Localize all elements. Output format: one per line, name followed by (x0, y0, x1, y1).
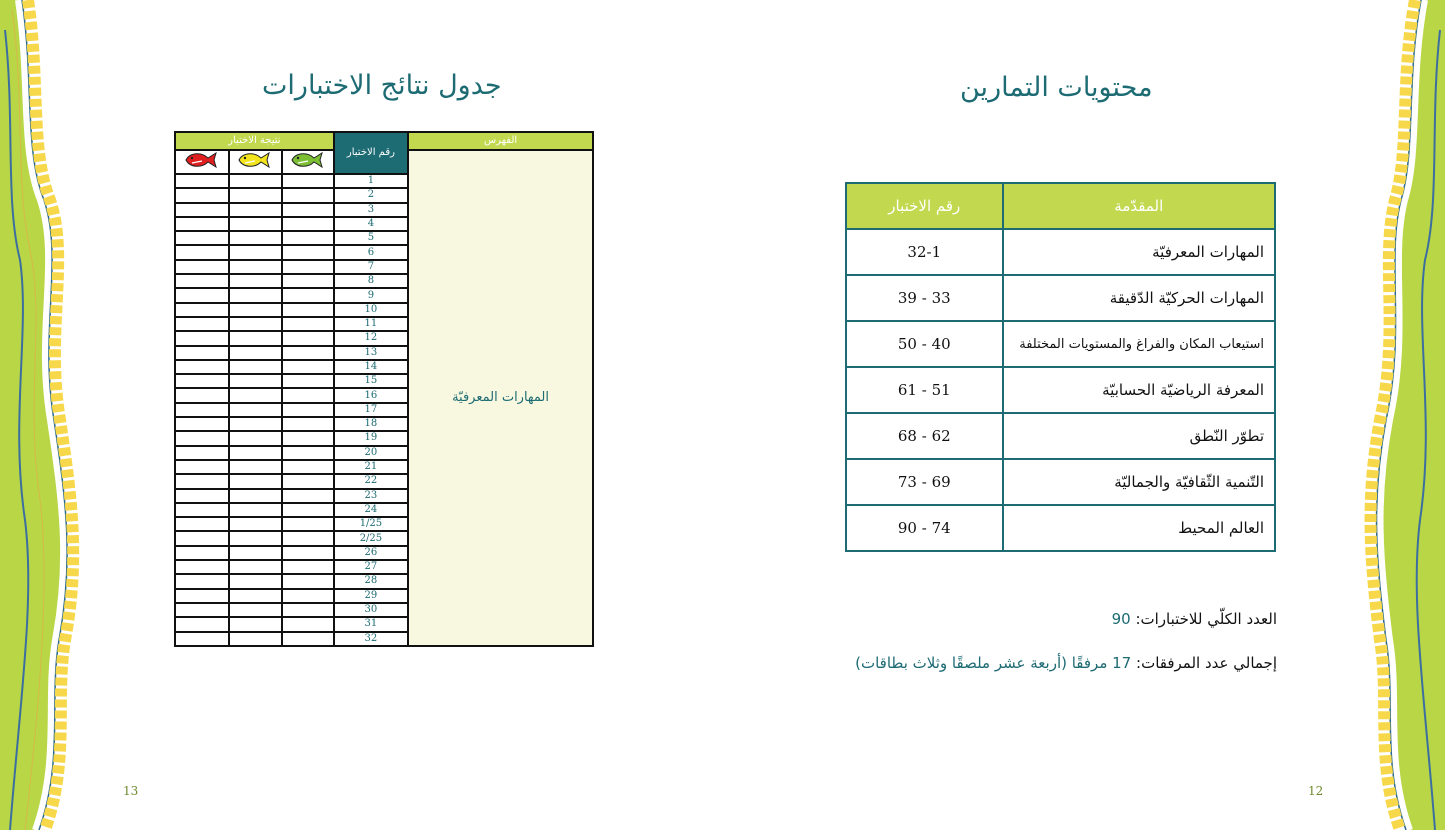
result-cell[interactable] (282, 546, 334, 560)
result-cell[interactable] (175, 489, 229, 503)
result-cell[interactable] (175, 531, 229, 545)
header-test-number: رقم الاختبار (846, 183, 1003, 229)
result-cell[interactable] (229, 474, 281, 488)
result-cell[interactable] (229, 260, 281, 274)
test-range: 50 - 40 (846, 321, 1003, 367)
attachments-line (855, 654, 1277, 672)
result-cell[interactable] (229, 503, 281, 517)
result-cell[interactable] (282, 503, 334, 517)
contents-table (845, 182, 1276, 552)
result-cell[interactable] (175, 346, 229, 360)
result-cell[interactable] (175, 288, 229, 302)
result-cell[interactable] (175, 374, 229, 388)
result-cell[interactable] (175, 217, 229, 231)
section-name: المهارات الحركيّة الدّقيقة (1003, 275, 1275, 321)
result-cell[interactable] (229, 460, 281, 474)
result-cell[interactable] (229, 188, 281, 202)
result-cell[interactable] (229, 546, 281, 560)
result-cell[interactable] (175, 417, 229, 431)
result-cell[interactable] (175, 188, 229, 202)
result-cell[interactable] (229, 331, 281, 345)
header-test-number: رقم الاختبار (334, 132, 408, 174)
result-cell[interactable] (282, 231, 334, 245)
result-column-green (282, 150, 334, 174)
result-cell[interactable] (282, 317, 334, 331)
result-cell[interactable] (175, 431, 229, 445)
test-number-cell: 5 (334, 231, 408, 245)
result-cell[interactable] (175, 560, 229, 574)
result-cell[interactable] (175, 388, 229, 402)
test-number-cell: 16 (334, 388, 408, 402)
test-number-cell: 21 (334, 460, 408, 474)
result-cell[interactable] (229, 288, 281, 302)
result-cell[interactable] (282, 417, 334, 431)
section-name: المهارات المعرفيّة (1003, 229, 1275, 275)
result-cell[interactable] (175, 574, 229, 588)
test-number-cell: 32 (334, 632, 408, 646)
result-cell[interactable] (175, 403, 229, 417)
result-cell[interactable] (229, 489, 281, 503)
result-cell[interactable] (282, 245, 334, 259)
result-column-red (175, 150, 229, 174)
red-fish-icon (184, 151, 220, 169)
result-cell[interactable] (175, 274, 229, 288)
contents-row (846, 413, 1275, 459)
result-cell[interactable] (229, 517, 281, 531)
result-cell[interactable] (175, 503, 229, 517)
result-cell[interactable] (229, 574, 281, 588)
result-cell[interactable] (175, 617, 229, 631)
test-number-cell: 29 (334, 589, 408, 603)
results-table-title: جدول نتائج الاختبارات (262, 70, 502, 101)
result-cell[interactable] (175, 303, 229, 317)
result-cell[interactable] (282, 574, 334, 588)
decorative-wave-border-right (1335, 0, 1445, 830)
result-cell[interactable] (175, 546, 229, 560)
contents-row (846, 229, 1275, 275)
result-cell[interactable] (229, 203, 281, 217)
result-column-yellow (229, 150, 281, 174)
result-cell[interactable] (282, 203, 334, 217)
result-cell[interactable] (229, 617, 281, 631)
test-number-cell: 7 (334, 260, 408, 274)
result-cell[interactable] (282, 603, 334, 617)
result-cell[interactable] (282, 431, 334, 445)
result-cell[interactable] (282, 188, 334, 202)
test-number-cell: 13 (334, 346, 408, 360)
result-cell[interactable] (282, 288, 334, 302)
test-number-cell: 3 (334, 203, 408, 217)
result-cell[interactable] (229, 632, 281, 646)
result-cell[interactable] (282, 260, 334, 274)
result-cell[interactable] (175, 331, 229, 345)
index-cell (408, 150, 593, 646)
section-name: تطوّر النّطق (1003, 413, 1275, 459)
page-number-left: 13 (123, 784, 139, 798)
test-range: 61 - 51 (846, 367, 1003, 413)
test-number-cell: 1/25 (334, 517, 408, 531)
test-number-cell: 9 (334, 288, 408, 302)
test-number-cell: 8 (334, 274, 408, 288)
test-number-cell: 1 (334, 174, 408, 188)
result-cell[interactable] (229, 388, 281, 402)
result-cell[interactable] (175, 360, 229, 374)
result-cell[interactable] (282, 403, 334, 417)
result-cell[interactable] (282, 460, 334, 474)
result-cell[interactable] (282, 446, 334, 460)
result-cell[interactable] (229, 374, 281, 388)
result-cell[interactable] (282, 474, 334, 488)
test-number-cell: 30 (334, 603, 408, 617)
result-cell[interactable] (282, 517, 334, 531)
header-test-result: نتيجة الاختبار (175, 132, 334, 150)
result-cell[interactable] (175, 317, 229, 331)
test-number-cell: 28 (334, 574, 408, 588)
test-number-cell: 6 (334, 245, 408, 259)
test-range: 68 - 62 (846, 413, 1003, 459)
header-index: الفهرس (408, 132, 593, 150)
yellow-fish-icon (237, 151, 273, 169)
attachments-label: إجمالي عدد المرفقات: (1136, 654, 1277, 672)
result-cell[interactable] (175, 474, 229, 488)
result-cell[interactable] (229, 431, 281, 445)
green-fish-icon (290, 151, 326, 169)
contents-row (846, 275, 1275, 321)
section-name: استيعاب المكان والفراغ والمستويات المختلفة (1003, 321, 1275, 367)
result-cell[interactable] (175, 203, 229, 217)
test-number-cell: 19 (334, 431, 408, 445)
result-cell[interactable] (282, 632, 334, 646)
test-number-cell: 2/25 (334, 531, 408, 545)
test-number-cell: 20 (334, 446, 408, 460)
test-number-cell: 12 (334, 331, 408, 345)
test-range: 73 - 69 (846, 459, 1003, 505)
result-cell[interactable] (175, 460, 229, 474)
result-cell[interactable] (282, 589, 334, 603)
test-number-cell: 4 (334, 217, 408, 231)
section-name: العالم المحيط (1003, 505, 1275, 551)
test-number-cell: 26 (334, 546, 408, 560)
result-cell[interactable] (229, 531, 281, 545)
decorative-wave-border-left (0, 0, 110, 830)
result-cell[interactable] (229, 589, 281, 603)
result-cell[interactable] (175, 446, 229, 460)
test-number-cell: 27 (334, 560, 408, 574)
result-cell[interactable] (282, 617, 334, 631)
test-number-cell: 24 (334, 503, 408, 517)
result-cell[interactable] (175, 245, 229, 259)
result-cell[interactable] (175, 260, 229, 274)
result-cell[interactable] (282, 531, 334, 545)
result-cell[interactable] (229, 417, 281, 431)
result-cell[interactable] (175, 632, 229, 646)
test-range: 39 - 33 (846, 275, 1003, 321)
result-cell[interactable] (282, 174, 334, 188)
contents-title: محتويات التمارين (960, 72, 1153, 103)
total-tests-line (1112, 610, 1277, 628)
test-results-table (174, 131, 594, 647)
result-cell[interactable] (229, 317, 281, 331)
result-cell[interactable] (229, 346, 281, 360)
result-cell[interactable] (282, 303, 334, 317)
contents-row (846, 367, 1275, 413)
header-introduction: المقدّمة (1003, 183, 1275, 229)
test-number-cell: 10 (334, 303, 408, 317)
test-range: 32-1 (846, 229, 1003, 275)
result-cell[interactable] (229, 245, 281, 259)
total-tests-value: 90 (1111, 610, 1131, 628)
result-cell[interactable] (175, 589, 229, 603)
contents-row (846, 321, 1275, 367)
test-number-cell: 14 (334, 360, 408, 374)
test-number-cell: 18 (334, 417, 408, 431)
result-cell[interactable] (175, 231, 229, 245)
result-cell[interactable] (229, 303, 281, 317)
result-cell[interactable] (282, 560, 334, 574)
result-cell[interactable] (229, 560, 281, 574)
result-cell[interactable] (229, 217, 281, 231)
test-number-cell: 17 (334, 403, 408, 417)
total-tests-label: العدد الكلّي للاختبارات: (1135, 610, 1277, 628)
contents-row (846, 505, 1275, 551)
result-cell[interactable] (229, 360, 281, 374)
result-cell[interactable] (229, 174, 281, 188)
index-label: المهارات المعرفيّة (452, 389, 550, 405)
result-cell[interactable] (282, 374, 334, 388)
result-cell[interactable] (282, 388, 334, 402)
test-number-cell: 22 (334, 474, 408, 488)
result-cell[interactable] (282, 346, 334, 360)
contents-row (846, 459, 1275, 505)
test-number-cell: 11 (334, 317, 408, 331)
result-cell[interactable] (175, 603, 229, 617)
test-number-cell: 15 (334, 374, 408, 388)
section-name: التّنمية الثّقافيّة والجماليّة (1003, 459, 1275, 505)
result-cell[interactable] (229, 446, 281, 460)
attachments-value: 17 مرفقًا (أربعة عشر ملصقًا وثلاث بطاقات) (855, 654, 1132, 672)
result-cell[interactable] (229, 274, 281, 288)
test-range: 90 - 74 (846, 505, 1003, 551)
result-cell[interactable] (229, 231, 281, 245)
test-number-cell: 23 (334, 489, 408, 503)
test-number-cell: 31 (334, 617, 408, 631)
result-cell[interactable] (282, 274, 334, 288)
result-cell[interactable] (175, 517, 229, 531)
result-cell[interactable] (175, 174, 229, 188)
result-cell[interactable] (229, 403, 281, 417)
result-cell[interactable] (282, 489, 334, 503)
result-cell[interactable] (282, 217, 334, 231)
section-name: المعرفة الرياضيّة الحسابيّة (1003, 367, 1275, 413)
test-number-cell: 2 (334, 188, 408, 202)
page-number-right: 12 (1308, 784, 1324, 798)
result-cell[interactable] (229, 603, 281, 617)
result-cell[interactable] (282, 360, 334, 374)
result-cell[interactable] (282, 331, 334, 345)
